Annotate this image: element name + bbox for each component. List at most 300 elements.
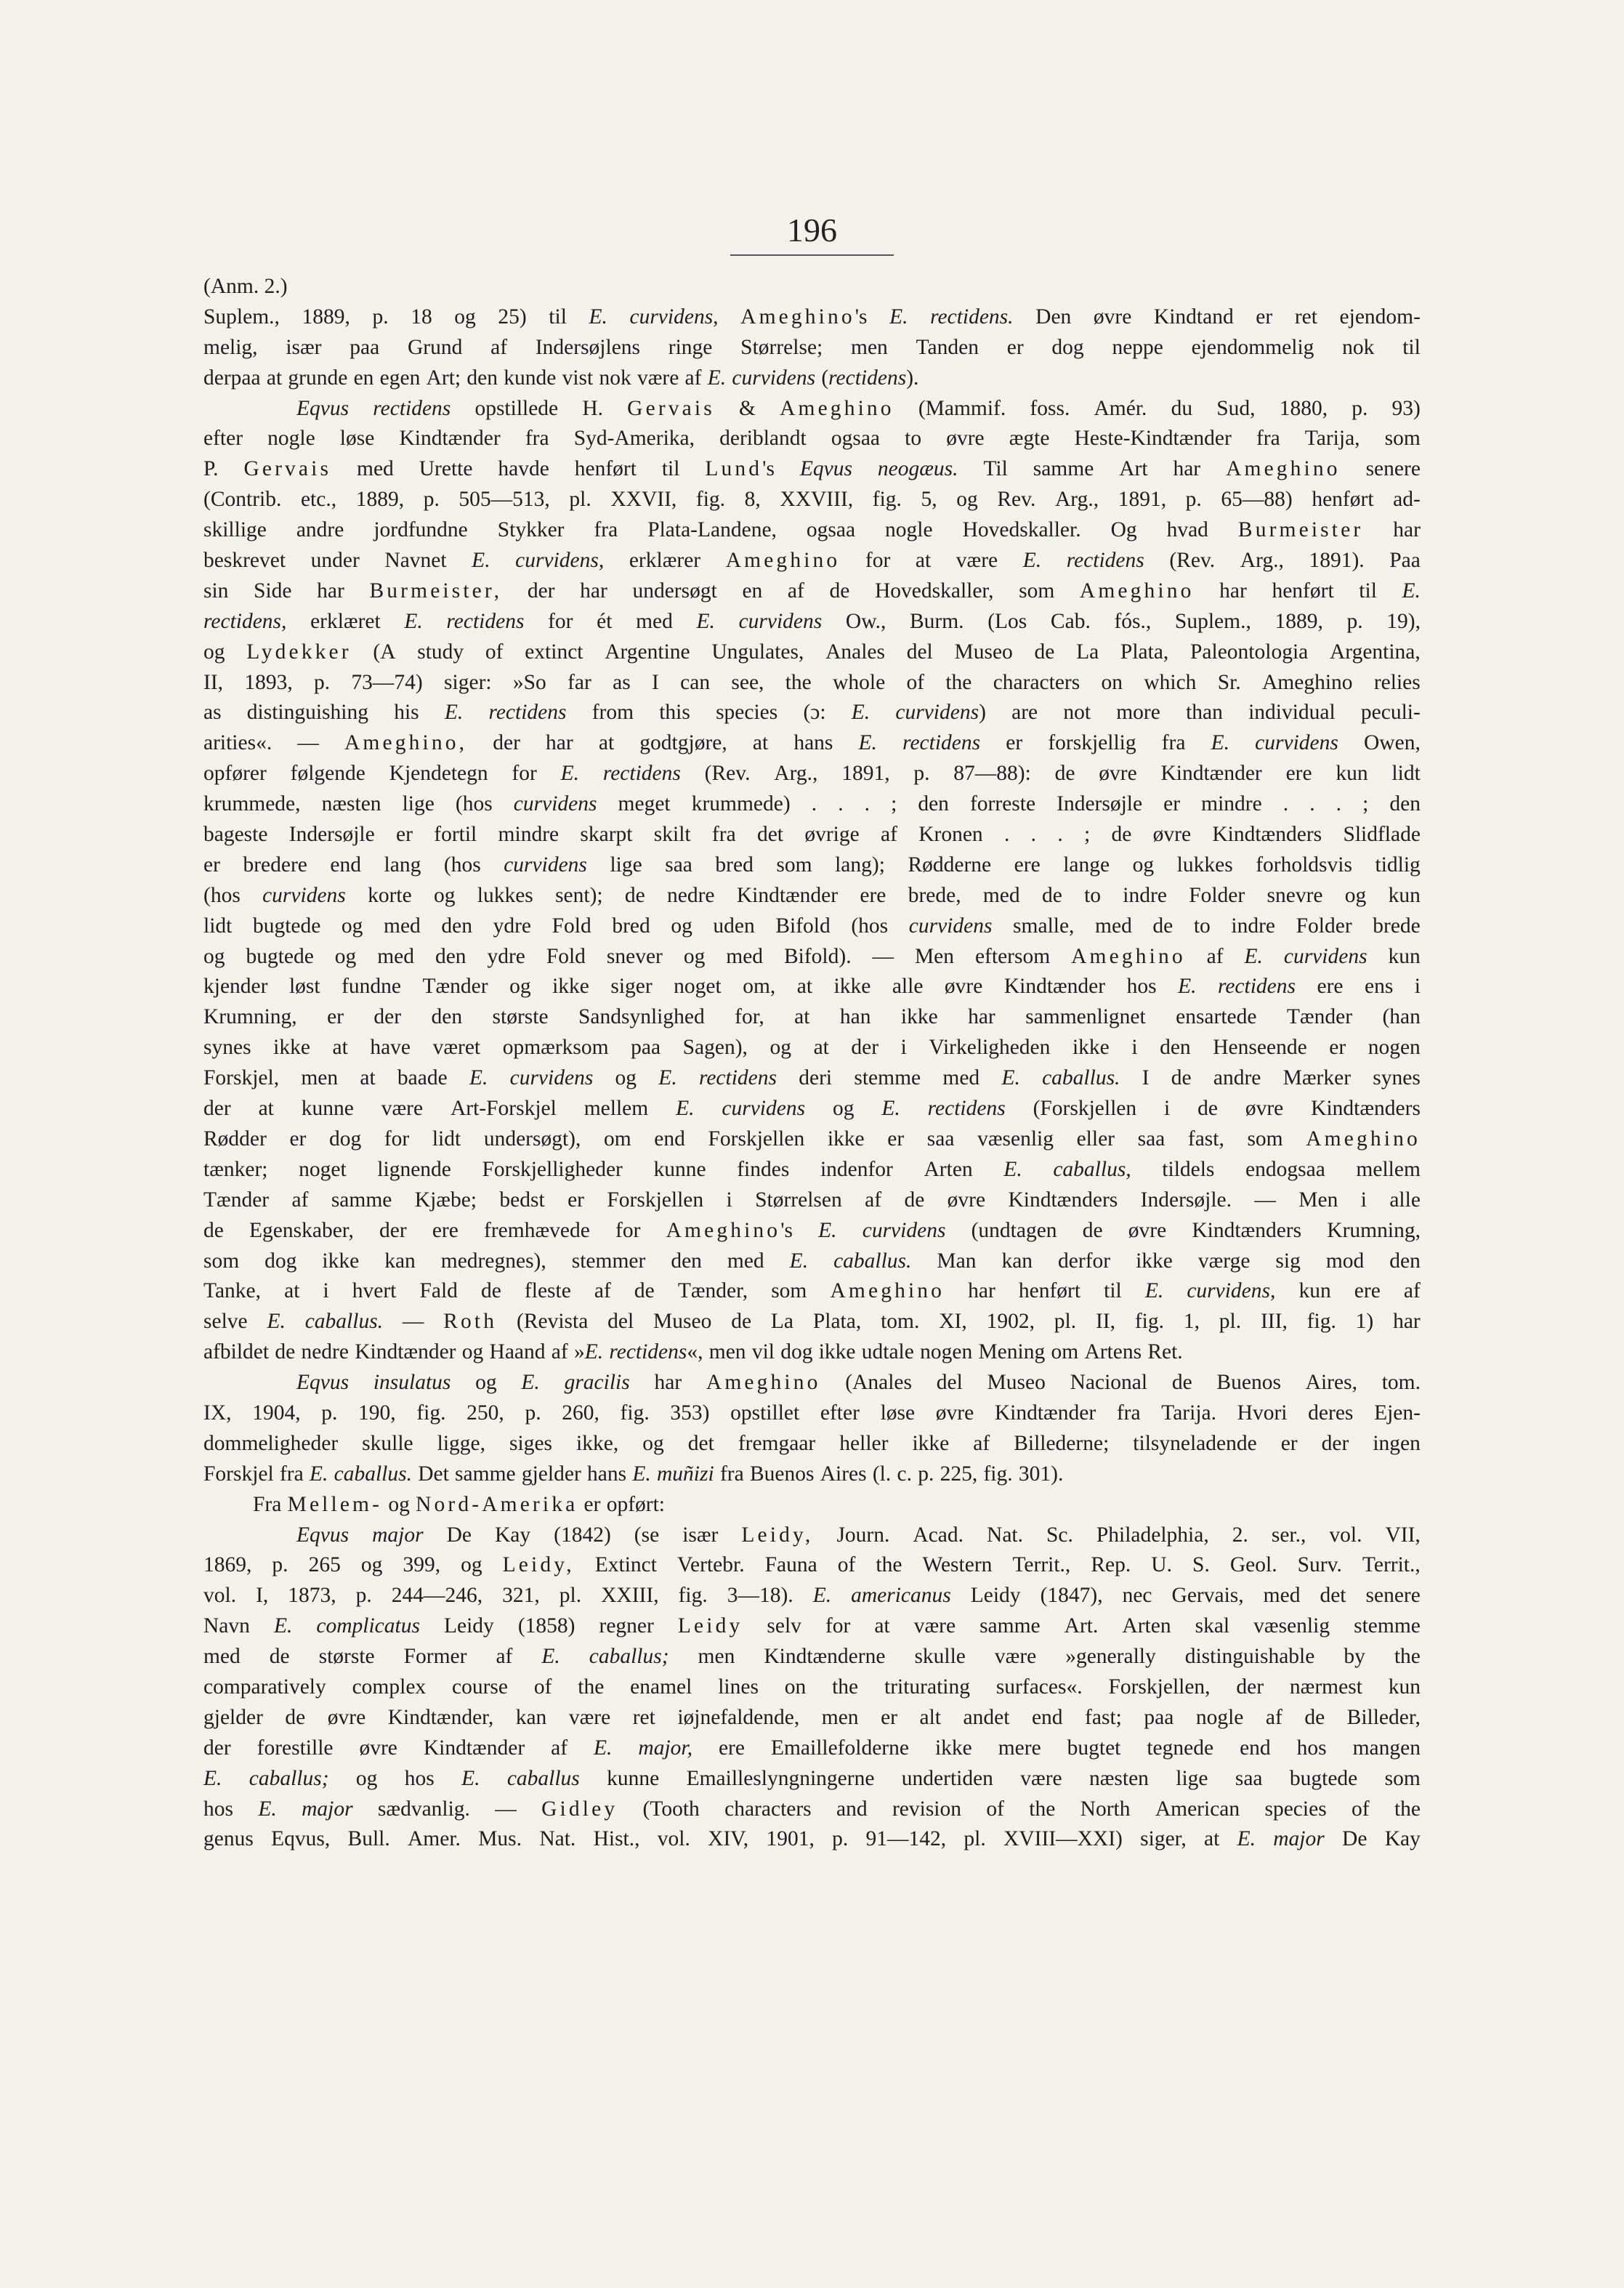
word: 1873, <box>288 1584 336 1608</box>
word: from <box>591 701 634 725</box>
word: Størrelsen <box>755 1188 842 1212</box>
word: Kindtænders <box>1212 823 1322 847</box>
word: E. <box>658 1066 677 1090</box>
word: Tænder, <box>677 1279 748 1303</box>
word: har <box>1219 579 1247 603</box>
word: opfører <box>203 762 267 786</box>
word: at <box>332 1036 348 1060</box>
word: Eqvus <box>296 396 350 420</box>
word: nec <box>1122 1584 1152 1608</box>
word: henført <box>1312 488 1374 512</box>
word: at <box>266 366 283 390</box>
word: at <box>598 731 615 755</box>
word: Det <box>418 1462 449 1486</box>
word: Former <box>403 1645 467 1669</box>
word: of <box>837 1553 856 1577</box>
word: I <box>652 670 659 694</box>
word: hos <box>1296 1736 1327 1760</box>
text-line <box>203 363 1421 394</box>
word: . <box>864 792 870 816</box>
word: ikke <box>818 1340 856 1364</box>
word: Philadelphia, <box>1096 1523 1209 1547</box>
word: E. <box>1178 975 1197 999</box>
word: løse <box>880 1401 916 1425</box>
word: of <box>1352 1797 1370 1821</box>
word: jordfundne <box>373 518 468 542</box>
text-line <box>203 1490 1421 1520</box>
word: curvidens <box>504 853 587 877</box>
word: Ameghino <box>1071 944 1186 968</box>
word: E. <box>858 731 877 755</box>
word: indenfor <box>820 1157 893 1181</box>
word: 190, <box>358 1401 396 1425</box>
word: de <box>1152 914 1173 938</box>
word: Mus. <box>478 1827 522 1851</box>
word: henført <box>1272 579 1334 603</box>
word: caballus; <box>249 1766 329 1790</box>
word: Burmeister, <box>369 579 503 603</box>
word: 399, <box>403 1553 441 1577</box>
word: Tarija. <box>1161 1401 1216 1425</box>
word: 301). <box>1018 1462 1064 1486</box>
word: p. <box>314 670 331 694</box>
word: Sc. <box>1046 1523 1073 1547</box>
word: den <box>918 792 949 816</box>
word: 1) <box>1355 1310 1374 1334</box>
word: Ow., <box>845 609 886 633</box>
word: Virkeligheden <box>929 1036 1051 1060</box>
word: Leidy <box>677 1614 743 1638</box>
text-line <box>203 698 1421 728</box>
word: ringe <box>668 335 713 359</box>
word: curvidens, <box>515 549 605 573</box>
word: af <box>1403 1279 1421 1303</box>
word: Leidy <box>443 1614 494 1638</box>
word: ret <box>1294 305 1317 329</box>
word: 65—88) <box>1221 488 1293 512</box>
word: ret <box>632 1705 655 1729</box>
word: ét <box>597 609 613 633</box>
word: løst <box>288 975 320 999</box>
word: at <box>1203 1827 1220 1851</box>
word: La <box>1076 640 1099 664</box>
word: Egenskaber, <box>249 1218 354 1242</box>
word: at <box>284 1279 300 1303</box>
word: men <box>698 1645 735 1669</box>
word: sent); <box>555 883 603 907</box>
word: lange <box>1063 853 1110 877</box>
word: ægte <box>1009 427 1050 451</box>
word: Bifold). <box>783 944 852 968</box>
word: har <box>1393 1310 1421 1334</box>
word: Leidy <box>970 1584 1021 1608</box>
word: lukkes <box>477 883 533 907</box>
word: endogsaa <box>1245 1157 1325 1181</box>
word: fra <box>1116 1401 1141 1425</box>
word: de <box>904 1188 925 1212</box>
word: Syd-Amerika, <box>573 427 695 451</box>
word: sædvanlig. <box>377 1797 470 1821</box>
word: for <box>615 1218 641 1242</box>
word: the <box>832 1675 859 1699</box>
word: 505—513, <box>458 488 550 512</box>
word: 8, <box>744 488 761 512</box>
text-line <box>203 1459 1421 1490</box>
word: fig. <box>416 1401 446 1425</box>
word: triturating <box>884 1675 970 1699</box>
word: snevre <box>1267 883 1323 907</box>
word: caballus; <box>589 1645 669 1669</box>
word: caballus. <box>1042 1066 1120 1090</box>
word: study <box>417 640 464 664</box>
word: XXIII, <box>601 1584 659 1608</box>
word: fundne <box>342 975 401 999</box>
word: — <box>495 1797 517 1821</box>
word: Hovedskaller. <box>962 518 1081 542</box>
word: bredere <box>243 853 307 877</box>
word: har <box>580 579 607 603</box>
word: E. <box>1402 579 1421 603</box>
word: har <box>546 731 573 755</box>
word: Billederne; <box>1014 1431 1110 1455</box>
word: siges <box>509 1431 553 1455</box>
word: er <box>1329 1036 1346 1060</box>
word: ydre <box>487 944 525 968</box>
word: Eqvus, <box>271 1827 331 1851</box>
word: Geol. <box>1229 1553 1277 1577</box>
word: p. <box>525 1401 541 1425</box>
word: American <box>1155 1797 1240 1821</box>
word: samme <box>1033 457 1094 481</box>
word: kunne <box>301 1097 354 1121</box>
word: end <box>330 853 362 877</box>
word: af <box>490 335 508 359</box>
word: deriblandt <box>719 427 807 451</box>
word: selve <box>203 1310 248 1334</box>
word: de <box>1171 1371 1192 1395</box>
word: fremhævede <box>484 1218 590 1242</box>
word: Paleontologia <box>1190 640 1309 664</box>
word: Aires <box>820 1462 867 1486</box>
word: til <box>1402 335 1421 359</box>
word: er <box>396 823 413 847</box>
word: U. <box>1151 1553 1172 1577</box>
word: Lund's <box>705 457 775 481</box>
word: øvre <box>1099 762 1137 786</box>
word: Men <box>914 944 955 968</box>
word: as <box>203 701 222 725</box>
word: E. <box>707 366 727 390</box>
word: 2. <box>1232 1523 1248 1547</box>
word: E. <box>1244 944 1263 968</box>
word: mindre <box>1201 792 1262 816</box>
word: Ameghino <box>725 549 841 573</box>
word: øvre <box>359 1736 397 1760</box>
word: Ameghino <box>780 396 894 420</box>
word: paa <box>1144 1705 1174 1729</box>
word: Plata-Landene, <box>647 518 777 542</box>
word: forskjellig <box>1048 731 1136 755</box>
word: Fauna <box>764 1553 817 1577</box>
word: brede <box>1373 914 1421 938</box>
word: — <box>402 1310 424 1334</box>
word: Buenos <box>1216 1371 1281 1395</box>
word: Anales <box>825 640 885 664</box>
word: mere <box>998 1736 1041 1760</box>
word: at <box>752 731 769 755</box>
word: Eqvus <box>296 1371 350 1395</box>
word: Indersøjlens <box>535 335 641 359</box>
word: 1869, <box>203 1553 252 1577</box>
word: være <box>381 1097 424 1121</box>
word: smalle, <box>1013 914 1075 938</box>
word: Sagen), <box>682 1036 748 1060</box>
word: (hos <box>455 792 493 816</box>
word: næsten <box>321 792 381 816</box>
word: øvre <box>1128 1218 1167 1242</box>
word: mangen <box>1352 1736 1421 1760</box>
word: siger: <box>444 670 492 694</box>
word: E. <box>676 1097 695 1121</box>
word: p. <box>913 762 930 786</box>
word: samme <box>979 1614 1041 1638</box>
word: (rectidens). <box>821 366 919 390</box>
text-line <box>203 1002 1421 1033</box>
word: været <box>432 1036 481 1060</box>
word: Ameghino <box>1306 1127 1421 1151</box>
word: Gervais, <box>1171 1584 1244 1608</box>
word: skal <box>1195 1614 1230 1638</box>
word: complicatus <box>316 1614 420 1638</box>
word: II, <box>203 670 224 694</box>
word: enamel <box>630 1675 692 1699</box>
word: i <box>1360 1188 1367 1212</box>
word: for <box>825 1614 851 1638</box>
word: vol. <box>203 1584 237 1608</box>
word: comparatively <box>203 1675 326 1699</box>
word: Rep. <box>1091 1553 1131 1577</box>
word: 73—74) <box>351 670 423 694</box>
word: med <box>384 914 421 938</box>
word: og <box>341 914 363 938</box>
word: har <box>1393 518 1421 542</box>
word: Indersøjle <box>288 823 375 847</box>
word: 225, <box>940 1462 978 1486</box>
word: Kindtænder <box>399 427 501 451</box>
word: melig, <box>203 335 258 359</box>
text-line <box>203 1155 1421 1185</box>
word: surfaces«. <box>995 1675 1083 1699</box>
word: vist <box>562 366 594 390</box>
word: gjelder <box>203 1705 263 1729</box>
word: bageste <box>203 823 268 847</box>
text-line <box>203 302 1421 333</box>
word: der <box>493 731 520 755</box>
word: del <box>607 1310 634 1334</box>
word: Mellem- <box>287 1492 383 1516</box>
word: vol. <box>657 1827 690 1851</box>
word: Folder <box>1296 914 1352 938</box>
word: Kindtænder <box>994 1401 1096 1425</box>
word: for <box>548 609 573 633</box>
word: Plata, <box>812 1310 862 1334</box>
word: de <box>481 1279 501 1303</box>
word: 321, <box>502 1584 540 1608</box>
word: 1891, <box>1118 488 1167 512</box>
word: de <box>634 1279 655 1303</box>
text-line <box>203 850 1421 881</box>
word: beskrevet <box>203 549 286 573</box>
word: . <box>1057 823 1063 847</box>
word: caballus. <box>833 1249 912 1273</box>
word: nogen <box>1368 1036 1421 1060</box>
word: 250, <box>466 1401 504 1425</box>
word: bugtede <box>246 944 314 968</box>
word: Rødder <box>203 1127 267 1151</box>
word: er <box>203 853 220 877</box>
word: Aires, <box>1305 1371 1357 1395</box>
word: findes <box>737 1157 790 1181</box>
word: Gervais <box>243 457 332 481</box>
word: er <box>881 1705 897 1729</box>
text-line <box>203 454 1421 485</box>
word: og <box>433 883 456 907</box>
word: as <box>613 670 631 694</box>
word: men <box>301 1066 339 1090</box>
word: især <box>682 1523 719 1547</box>
word: de <box>731 1310 752 1334</box>
word: men <box>821 1705 859 1729</box>
word: H. <box>582 396 603 420</box>
word: E. <box>267 1310 286 1334</box>
text-line <box>203 394 1421 424</box>
word: pl. <box>1054 1310 1077 1334</box>
word: more <box>1116 701 1160 725</box>
word: til <box>1104 1279 1122 1303</box>
word: del <box>936 1371 963 1395</box>
word: siger <box>610 975 653 999</box>
word: genus <box>203 1827 254 1851</box>
word: Eqvus <box>799 457 852 481</box>
word: Artens <box>1084 1340 1142 1364</box>
word: Fald <box>419 1279 458 1303</box>
word: rectidens. <box>930 305 1014 329</box>
word: ens <box>1364 975 1394 999</box>
word: arities«. <box>203 731 272 755</box>
word: er <box>887 1127 905 1151</box>
word: og <box>956 488 978 512</box>
word: E. <box>589 305 607 329</box>
word: af <box>1265 1705 1282 1729</box>
word: kun <box>1298 1279 1331 1303</box>
word: Suplem., <box>203 305 280 329</box>
word: nogle <box>885 518 933 542</box>
word: og <box>334 944 357 968</box>
word: Hist., <box>593 1827 640 1851</box>
word: fleste <box>524 1279 571 1303</box>
word: alt <box>919 1705 942 1729</box>
word: Tanden <box>916 335 979 359</box>
word: nærmest <box>1289 1675 1362 1699</box>
word: major <box>1273 1827 1325 1851</box>
word: (1842) <box>554 1523 611 1547</box>
word: fig. <box>620 1401 650 1425</box>
word: tænker; <box>203 1157 268 1181</box>
word: baade <box>397 1066 448 1090</box>
word: for, <box>735 1005 764 1029</box>
word: regner <box>599 1614 654 1638</box>
word: Burm. <box>909 609 964 633</box>
word: lige <box>610 853 642 877</box>
word: 1904, <box>252 1401 301 1425</box>
word: synes <box>203 1036 251 1060</box>
word: Kindtænder <box>1003 975 1106 999</box>
word: 260, <box>562 1401 599 1425</box>
word: egen <box>379 366 421 390</box>
word: relies <box>1373 670 1421 694</box>
word: de <box>1041 883 1062 907</box>
word: væsenlig <box>1253 1614 1330 1638</box>
word: Eqvus <box>296 1523 350 1547</box>
word: ikke <box>934 1736 972 1760</box>
word: og <box>461 1340 484 1364</box>
word: Heste-Kindtænder <box>1074 427 1232 451</box>
text-line <box>203 1550 1421 1581</box>
word: E. <box>472 549 490 573</box>
word: curvidens <box>513 792 597 816</box>
word: to <box>905 427 922 451</box>
word: on <box>784 1675 807 1699</box>
word: p. <box>918 1462 934 1486</box>
word: sig <box>1275 1249 1301 1273</box>
word: lines <box>718 1675 759 1699</box>
word: Slidflade <box>1343 823 1421 847</box>
page-number: 196 <box>787 212 837 249</box>
word: Side <box>254 579 292 603</box>
word: Ameghino <box>706 1371 821 1395</box>
word: fós., <box>1114 609 1152 633</box>
word: 1893, <box>244 670 293 694</box>
word: og <box>461 1553 482 1577</box>
word: de <box>1034 640 1055 664</box>
word: ikke <box>322 1249 360 1273</box>
word: Krumning, <box>1327 1218 1421 1242</box>
word: næsten <box>1088 1766 1149 1790</box>
word: E. <box>1003 1157 1022 1181</box>
word: er <box>567 1188 584 1212</box>
word: 265 <box>308 1553 341 1577</box>
word: heller <box>839 1431 889 1455</box>
word: rectidens <box>1066 549 1144 573</box>
word: medregnes), <box>440 1249 546 1273</box>
word: Burmeister <box>1237 518 1364 542</box>
word: er <box>289 1127 307 1151</box>
word: med <box>636 609 673 633</box>
word: Nat. <box>987 1523 1023 1547</box>
word: ligge, <box>437 1431 486 1455</box>
word: major <box>302 1797 353 1821</box>
word: major <box>372 1523 424 1547</box>
word: de <box>203 1218 224 1242</box>
word: p. <box>355 1584 372 1608</box>
word: fig. <box>678 1584 708 1608</box>
word: med <box>726 944 764 968</box>
word: krummede, <box>203 792 301 816</box>
word: E. <box>273 1614 293 1638</box>
word: øvre <box>947 1188 986 1212</box>
text-line <box>203 515 1421 546</box>
word: Kindtænder <box>1160 762 1262 786</box>
